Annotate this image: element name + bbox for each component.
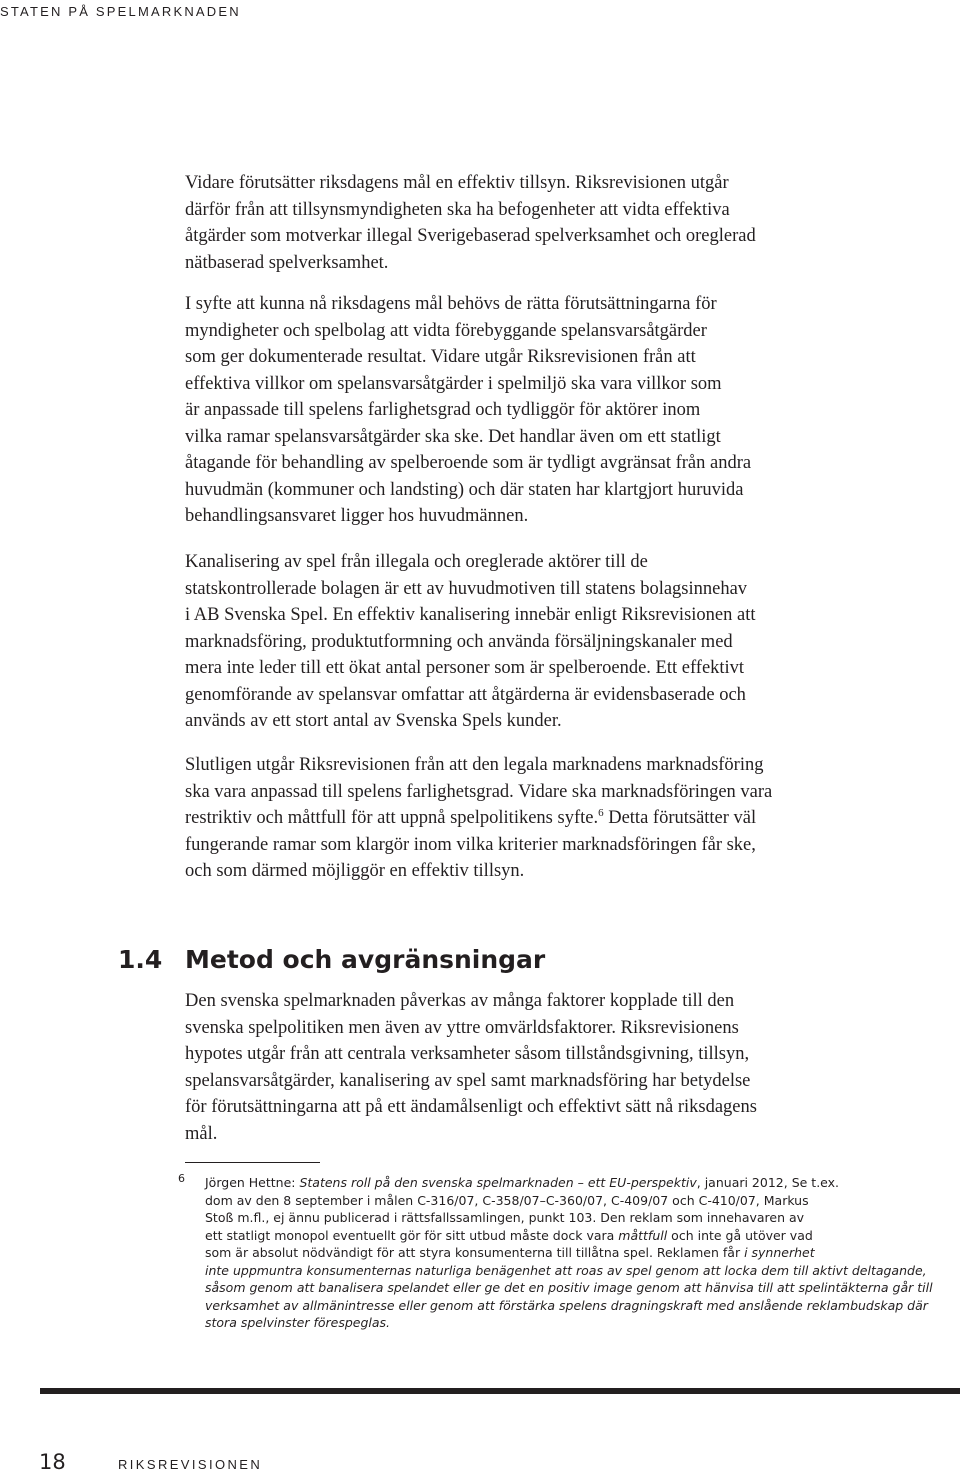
text-line: används av ett stort antal av Svenska Spels kunder. <box>185 711 562 731</box>
footnote-italic-line: inte uppmuntra konsumenternas naturliga benägenhet att roas av spel genom att locka dem till aktivt <box>205 1262 848 1278</box>
text-line: och som därmed möjliggör en effektiv tillsyn. <box>185 861 525 881</box>
paragraph <box>185 752 772 885</box>
text-line: Slutligen utgår Riksrevisionen från att den legala marknadens marknadsföring <box>185 755 764 775</box>
text-line: huvudmän (kommuner och landsting) och där staten har klartgjort huruvida <box>185 479 744 500</box>
section-paragraph <box>185 988 757 1147</box>
text-line: I syfte att kunna nå riksdagens mål behövs de rätta förutsättningarna för <box>185 294 717 314</box>
text-line: vilka ramar spelansvarsåtgärder ska ske. Det handlar även om ett statligt <box>185 426 721 447</box>
section-number: 1.4 <box>118 945 163 974</box>
footnote-italic-line: med anslående reklambudskap där stora spelvinster förespeglas. <box>205 1297 928 1330</box>
text-line: spelansvarsåtgärder, kanalisering av spel samt marknadsföring har betydelse <box>185 1070 751 1091</box>
emphasis: måttfull <box>618 1227 668 1243</box>
text-line: statskontrollerade bolagen är ett av huvudmotiven till statens bolagsinnehav <box>185 578 748 599</box>
text-line: effektiva villkor om spelansvarsåtgärder i spelmiljö ska vara villkor som <box>185 373 722 394</box>
footnote-line: Stoß m.fl., ej ännu publicerad i rättsfallssamlingen, punkt 103. Den reklam som innehavaren av <box>205 1210 805 1225</box>
text-line: myndigheter och spelbolag att vidta förebyggande spelansvarsåtgärder <box>185 320 707 341</box>
text-line: fungerande ramar som klargör inom vilka kriterier marknadsföringen får ske, <box>185 834 756 855</box>
footnote-italic-line: att spelintäkterna går till verksamhet av allmänintresse eller genom att förstärka spelens dragningskraft <box>205 1280 933 1313</box>
text-line <box>185 805 772 832</box>
text-run: ett statligt monopol eventuellt gör för sitt utbud måste dock vara <box>205 1227 619 1243</box>
text-line: behandlingsansvaret ligger hos huvudmännen. <box>185 506 529 526</box>
text-line: åtgärder som motverkar illegal Sverigebaserad spelverksamhet och oreglerad <box>185 226 756 246</box>
paragraph <box>185 170 756 276</box>
footer-rule <box>40 1388 960 1394</box>
text-line: därför från att tillsynsmyndigheten ska ha befogenheter att vidta effektiva <box>185 199 730 220</box>
footer-organization: RIKSREVISIONEN <box>118 1457 263 1472</box>
text-line: åtagande för behandling av spelberoende som är tydligt avgränsat från andra <box>185 453 752 473</box>
footnote-line <box>205 1244 960 1262</box>
text-line: för förutsättningarna att på ett ändamålsenligt och effektivt sätt nå riksdagens <box>185 1097 757 1117</box>
footnote-divider <box>185 1162 320 1163</box>
text-run: Jörgen Hettne: <box>205 1175 300 1190</box>
text-line: är anpassade till spelens farlighetsgrad och tydliggör för aktörer inom <box>185 400 701 420</box>
page-number: 18 <box>39 1450 66 1474</box>
footnote-marker: 6 <box>178 1172 185 1185</box>
text-run: Detta förutsätter väl <box>603 808 757 828</box>
text-line: marknadsföring, produktutformning och använda försäljningskanaler med <box>185 631 733 652</box>
footnote-line: dom av den 8 september i målen C-316/07, C-358/07–C-360/07, C-409/07 och C-410/07, Markus <box>205 1192 809 1208</box>
footnote <box>178 1172 960 1332</box>
text-run: restriktiv och måttfull för att uppnå spelpolitikens syfte. <box>185 808 599 828</box>
text-line: Den svenska spelmarknaden påverkas av många faktorer kopplade till den <box>185 991 735 1011</box>
paragraph <box>185 549 755 735</box>
cited-title: Statens roll på den svenska spelmarknaden – ett EU-perspektiv <box>299 1175 697 1190</box>
paragraph <box>185 291 751 530</box>
text-line: svenska spelpolitiken men även av yttre omvärldsfaktorer. Riksrevisionens <box>185 1017 739 1038</box>
section-heading <box>0 945 960 985</box>
emphasis: i synnerhet <box>744 1245 815 1260</box>
footnote-line <box>205 1174 960 1192</box>
text-line: mera inte leder till ett ökat antal personer som är spelberoende. Ett effektivt <box>185 658 745 678</box>
footnote-reference[interactable]: 6 <box>598 807 604 819</box>
text-line: nätbaserad spelverksamhet. <box>185 252 389 273</box>
text-run: och inte gå utöver vad <box>667 1227 813 1243</box>
text-line: ska vara anpassad till spelens farlighetsgrad. Vidare ska marknadsföringen vara <box>185 781 773 802</box>
text-line: som ger dokumenterade resultat. Vidare utgår Riksrevisionen från att <box>185 347 696 367</box>
text-line: genomförande av spelansvar omfattar att åtgärderna är evidensbaserade och <box>185 684 746 705</box>
footnote-line <box>205 1227 960 1245</box>
running-header: STATEN PÅ SPELMARKNADEN <box>0 4 241 19</box>
text-line: Vidare förutsätter riksdagens mål en effektiv tillsyn. Riksrevisionen utgår <box>185 173 729 193</box>
text-line: i AB Svenska Spel. En effektiv kanalisering innebär enligt Riksrevisionen att <box>185 605 756 625</box>
footnote-italic-line: deltagande, såsom genom att banalisera spelandet eller ge det en positiv image genom att hänvisa till <box>205 1262 927 1295</box>
text-line: hypotes utgår från att centrala verksamheter såsom tillståndsgivning, tillsyn, <box>185 1044 750 1064</box>
section-title: Metod och avgränsningar <box>185 945 546 974</box>
text-line: Kanalisering av spel från illegala och oreglerade aktörer till de <box>185 552 648 572</box>
text-run: som är absolut nödvändigt för att styra konsumenterna till tillåtna spel. Reklamen får <box>205 1245 745 1260</box>
text-run: , januari 2012, Se t.ex. <box>696 1175 840 1190</box>
text-line: mål. <box>185 1123 218 1144</box>
